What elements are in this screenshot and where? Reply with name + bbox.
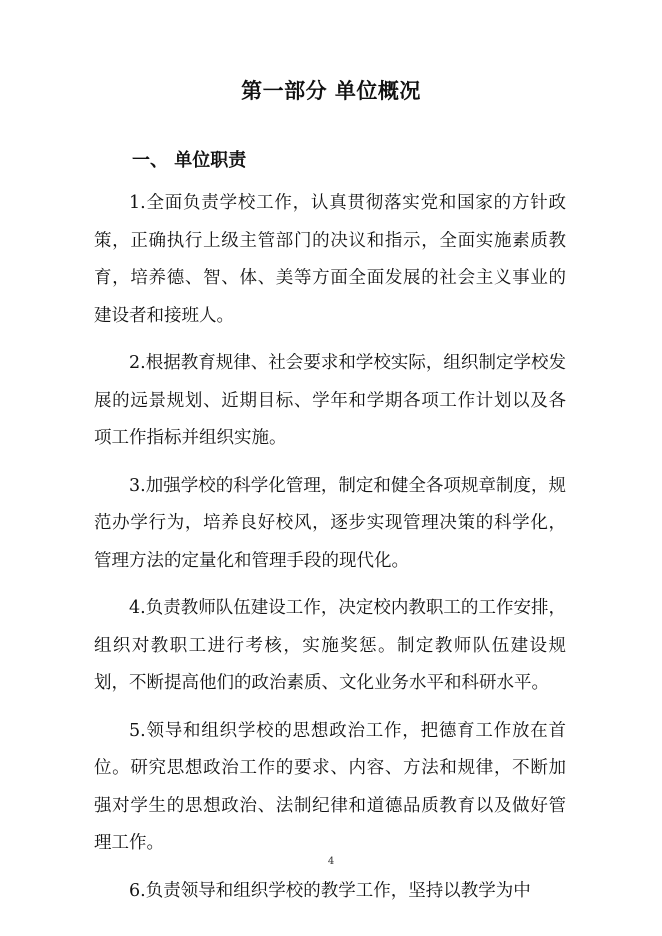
paragraph-4: 4.负责教师队伍建设工作，决定校内教职工的工作安排，组织对教职工进行考核，实施奖惩。制定教师队伍建设规划，不断提高他们的政治素质、文化业务水平和科研水平。	[94, 598, 566, 693]
paragraph-2: 2.根据教育规律、社会要求和学校实际，组织制定学校发展的远景规划、近期目标、学年和学期各项工作计划以及各项工作指标并组织实施。	[94, 353, 566, 448]
paragraph-1: 1.全面负责学校工作，认真贯彻落实党和国家的方针政策，正确执行上级主管部门的决议和指示，全面实施素质教育，培养德、智、体、美等方面全面发展的社会主义事业的建设者和接班人。	[94, 193, 566, 326]
page-number: 4	[327, 856, 335, 867]
paragraph-3: 3.加强学校的科学化管理，制定和健全各项规章制度，规范办学行为，培养良好校风，逐步实现管理决策的科学化，管理方法的定量化和管理手段的现代化。	[94, 475, 566, 571]
section-heading: 一、 单位职责	[132, 150, 247, 171]
page-title: 第一部分 单位概况	[241, 79, 421, 103]
document-body	[94, 185, 566, 920]
paragraph-6: 6.负责领导和组织学校的教学工作，坚持以教学为中	[129, 880, 531, 901]
paragraph-5: 5.领导和组织学校的思想政治工作，把德育工作放在首位。研究思想政治工作的要求、内容、方法和规律，不断加强对学生的思想政治、法制纪律和道德品质教育以及做好管理工作。	[94, 720, 566, 853]
